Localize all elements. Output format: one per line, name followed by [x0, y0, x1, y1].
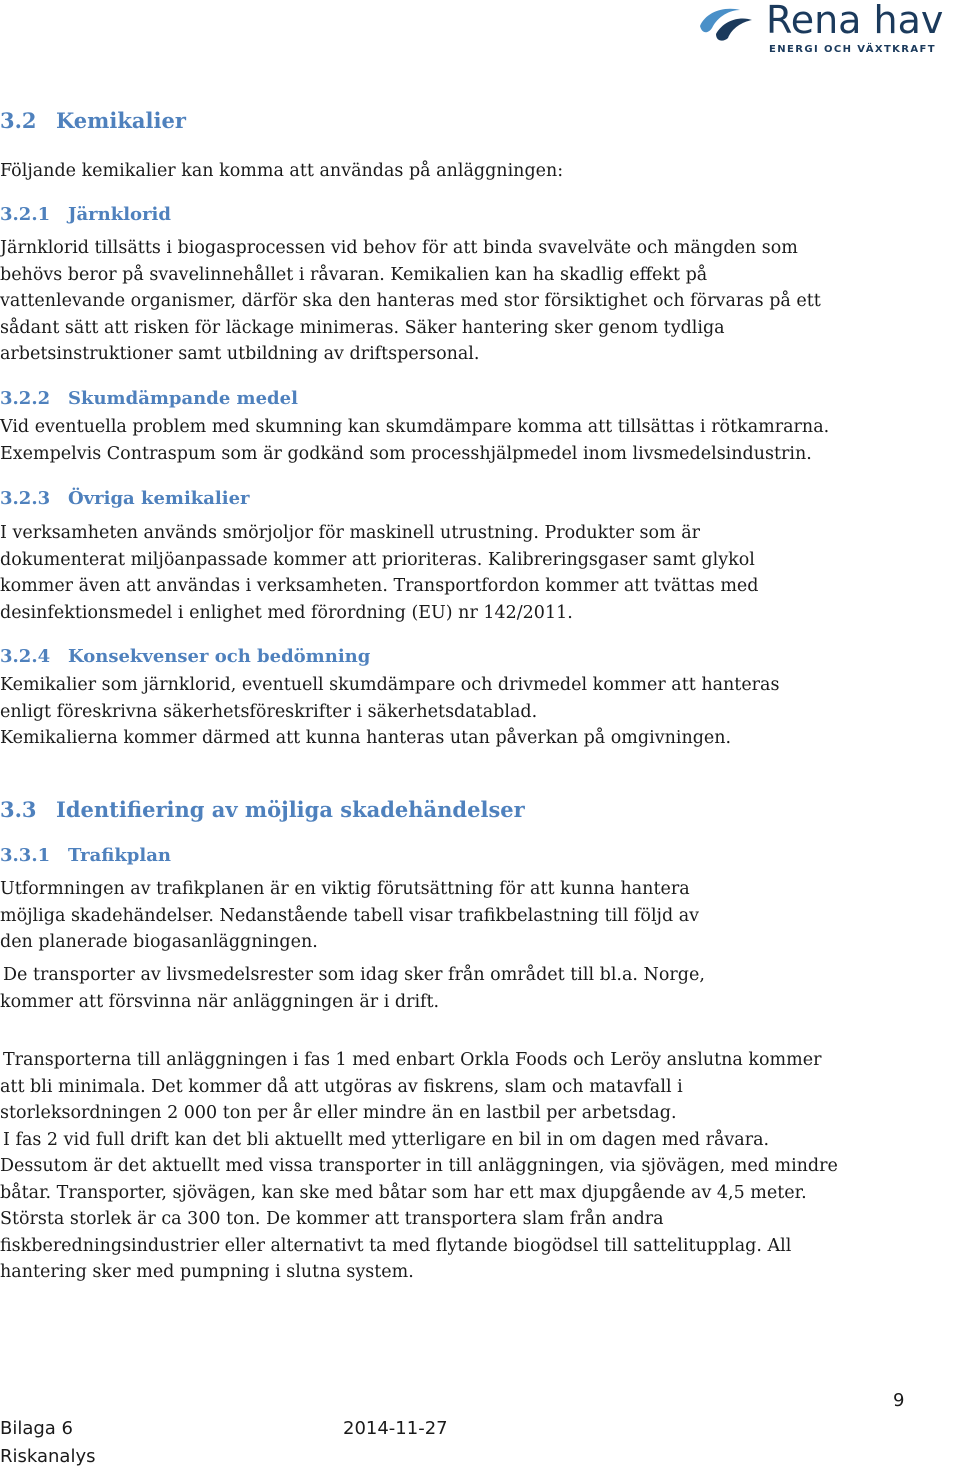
text-line: Största storlek är ca 300 ton. De kommer att transportera slam från andra	[0, 1209, 664, 1229]
text-line: Vid eventuella problem med skumning kan skumdämpare komma att tillsättas i rötkamrarna.	[0, 417, 830, 437]
paragraph-trafikplan-3	[0, 1047, 910, 1286]
text-line: att bli minimala. Det kommer då att utgöras av fiskrens, slam och matavfall i	[0, 1076, 683, 1097]
text-line: Kemikalier som järnklorid, eventuell skumdämpare och drivmedel kommer att hanteras	[0, 675, 780, 695]
text-line: desinfektionsmedel i enlighet med förordning (EU) nr 142/2011.	[0, 602, 573, 623]
text-line: sådant sätt att risken för läckage minimeras. Säker hantering sker genom tydliga	[0, 317, 725, 338]
subsection-heading-3-2-4	[0, 646, 370, 667]
text-line: behövs beror på svavelinnehållet i råvaran. Kemikalien kan ha skadlig effekt på	[0, 264, 708, 285]
subsection-heading-3-3-1	[0, 845, 171, 866]
section-heading-3-2	[0, 108, 186, 133]
logo-tagline: ENERGI OCH VÄXTKRAFT	[769, 44, 937, 55]
footer-attachment: Bilaga 6	[0, 1418, 74, 1439]
text-line: Utformningen av trafikplanen är en viktig förutsättning för att kunna hantera	[0, 879, 690, 899]
text-line: I fas 2 vid full drift kan det bli aktuellt med ytterligare en bil in om dagen med råvara.	[3, 1129, 770, 1150]
subsection-number: 3.2.1	[0, 204, 51, 225]
subsection-number: 3.3.1	[0, 845, 51, 866]
text-line: I verksamheten används smörjoljor för maskinell utrustning. Produkter som är	[0, 523, 701, 543]
logo-wave-icon	[696, 4, 754, 44]
section-title: Kemikalier	[56, 108, 186, 133]
paragraph-skumdampande	[0, 414, 910, 467]
subsection-title: Trafikplan	[68, 845, 171, 866]
subsection-title: Övriga kemikalier	[68, 488, 250, 509]
subsection-heading-3-2-3	[0, 488, 250, 509]
text-line: Transporterna till anläggningen i fas 1 med enbart Orkla Foods och Leröy anslutna kommer	[3, 1050, 822, 1070]
paragraph-trafikplan-1	[0, 876, 910, 956]
text-line: fiskberedningsindustrier eller alternativt ta med flytande biogödsel till sattelitupplag. All	[0, 1235, 792, 1256]
text-line: Kemikalierna kommer därmed att kunna hanteras utan påverkan på omgivningen.	[0, 728, 732, 748]
text-line: båtar. Transporter, sjövägen, kan ske med båtar som har ett max djupgående av 4,5 meter.	[0, 1182, 807, 1203]
section-number: 3.2	[0, 108, 37, 133]
text-line: möjliga skadehändelser. Nedanstående tabell visar trafikbelastning till följd av	[0, 905, 700, 926]
section-number: 3.3	[0, 797, 37, 822]
text-line: De transporter av livsmedelsrester som idag sker från området till bl.a. Norge,	[3, 965, 705, 985]
text-line: vattenlevande organismer, därför ska den hanteras med stor försiktighet och förvaras på ett	[0, 291, 821, 311]
text-line: arbetsinstruktioner samt utbildning av driftspersonal.	[0, 344, 480, 364]
text-line: Dessutom är det aktuellt med vissa transporter in till anläggningen, via sjövägen, med mindre	[0, 1156, 838, 1176]
text-line: hantering sker med pumpning i slutna system.	[0, 1262, 414, 1282]
company-logo	[694, 2, 960, 58]
text-line: Exempelvis Contraspum som är godkänd som processhjälpmedel inom livsmedelsindustrin.	[0, 443, 812, 464]
subsection-number: 3.2.3	[0, 488, 51, 509]
section-title: Identifiering av möjliga skadehändelser	[56, 797, 525, 822]
logo-name: Rena hav	[766, 0, 944, 42]
text-line: kommer att försvinna när anläggningen är i drift.	[0, 991, 440, 1012]
footer-date: 2014-11-27	[343, 1418, 448, 1439]
subsection-title: Skumdämpande medel	[68, 388, 298, 409]
text-line: kommer även att användas i verksamheten. Transportfordon kommer att tvättas med	[0, 576, 759, 596]
footer-doc-title: Riskanalys	[0, 1446, 96, 1467]
subsection-title: Konsekvenser och bedömning	[68, 646, 371, 667]
text-line: storleksordningen 2 000 ton per år eller mindre än en lastbil per arbetsdag.	[0, 1103, 677, 1123]
section-intro	[0, 158, 910, 185]
paragraph-trafikplan-2	[0, 962, 910, 1015]
subsection-heading-3-2-1	[0, 204, 171, 225]
text-line: dokumenterat miljöanpassade kommer att prioriteras. Kalibreringsgaser samt glykol	[0, 549, 755, 570]
subsection-heading-3-2-2	[0, 388, 298, 409]
text-line: enligt föreskrivna säkerhetsföreskrifter i säkerhetsdatablad.	[0, 701, 538, 722]
subsection-number: 3.2.4	[0, 646, 51, 667]
subsection-number: 3.2.2	[0, 388, 51, 409]
subsection-title: Järnklorid	[68, 204, 171, 225]
paragraph-konsekvenser	[0, 672, 910, 752]
paragraph-ovriga	[0, 520, 910, 626]
text-line: Järnklorid tillsätts i biogasprocessen vid behov för att binda svavelväte och mängden som	[0, 238, 798, 258]
page-number: 9	[893, 1390, 905, 1411]
section-heading-3-3	[0, 797, 525, 822]
paragraph-jarnklorid	[0, 235, 910, 368]
text-line: den planerade biogasanläggningen.	[0, 932, 318, 952]
intro-text: Följande kemikalier kan komma att användas på anläggningen:	[0, 161, 564, 181]
